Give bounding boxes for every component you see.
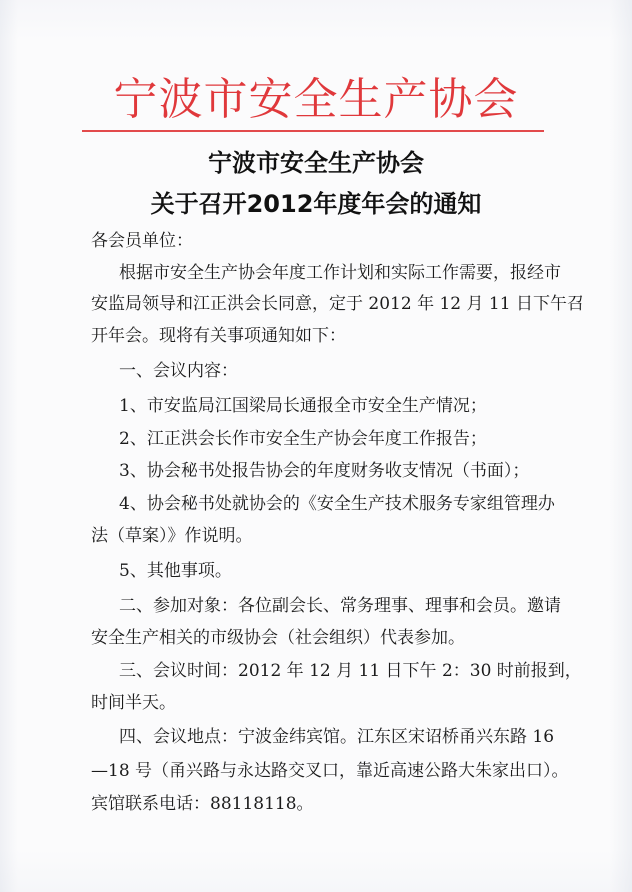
letterhead-divider [82, 130, 544, 132]
section-4-line-1: 四、会议地点：宁波金纬宾馆。江东区宋诏桥甬兴东路 16 [119, 727, 555, 747]
section-4-line-2: —18 号（甬兴路与永达路交叉口，靠近高速公路大朱家出口）。 [91, 761, 569, 781]
section-1-item-1: 1、市安监局江国梁局长通报全市安全生产情况； [119, 396, 487, 416]
notice-title: 关于召开2012年度年会的通知 [150, 190, 482, 218]
intro-line-1: 根据市安全生产协会年度工作计划和实际工作需要，报经市 [119, 263, 561, 283]
section-2-line-1: 二、参加对象：各位副会长、常务理事、理事和会员。邀请 [119, 596, 561, 616]
section-1-heading: 一、会议内容： [119, 361, 238, 381]
section-3-line-2: 时间半天。 [91, 693, 176, 713]
section-1-item-5: 5、其他事项。 [119, 561, 232, 581]
section-1-item-4-line-1: 4、协会秘书处就协会的《安全生产技术服务专家组管理办 [119, 494, 555, 514]
salutation: 各会员单位： [91, 231, 193, 251]
notice-org-title: 宁波市安全生产协会 [208, 149, 424, 177]
section-1-item-3: 3、协会秘书处报告协会的年度财务收支情况（书面）； [119, 461, 530, 481]
intro-line-2: 安监局领导和江正洪会长同意，定于 2012 年 12 月 11 日下午召 [91, 294, 584, 314]
section-4-line-3: 宾馆联系电话：88118118。 [91, 794, 314, 814]
section-2-line-2: 安全生产相关的市级协会（社会组织）代表参加。 [91, 628, 465, 648]
intro-line-3: 开年会。现将有关事项通知如下： [91, 326, 346, 346]
section-1-item-2: 2、江正洪会长作市安全生产协会年度工作报告； [119, 429, 487, 449]
section-3-line-1: 三、会议时间：2012 年 12 月 11 日下午 2：30 时前报到， [119, 661, 582, 681]
letterhead-title: 宁波市安全生产协会 [113, 74, 519, 125]
section-1-item-4-line-2: 法（草案）》作说明。 [91, 526, 253, 546]
